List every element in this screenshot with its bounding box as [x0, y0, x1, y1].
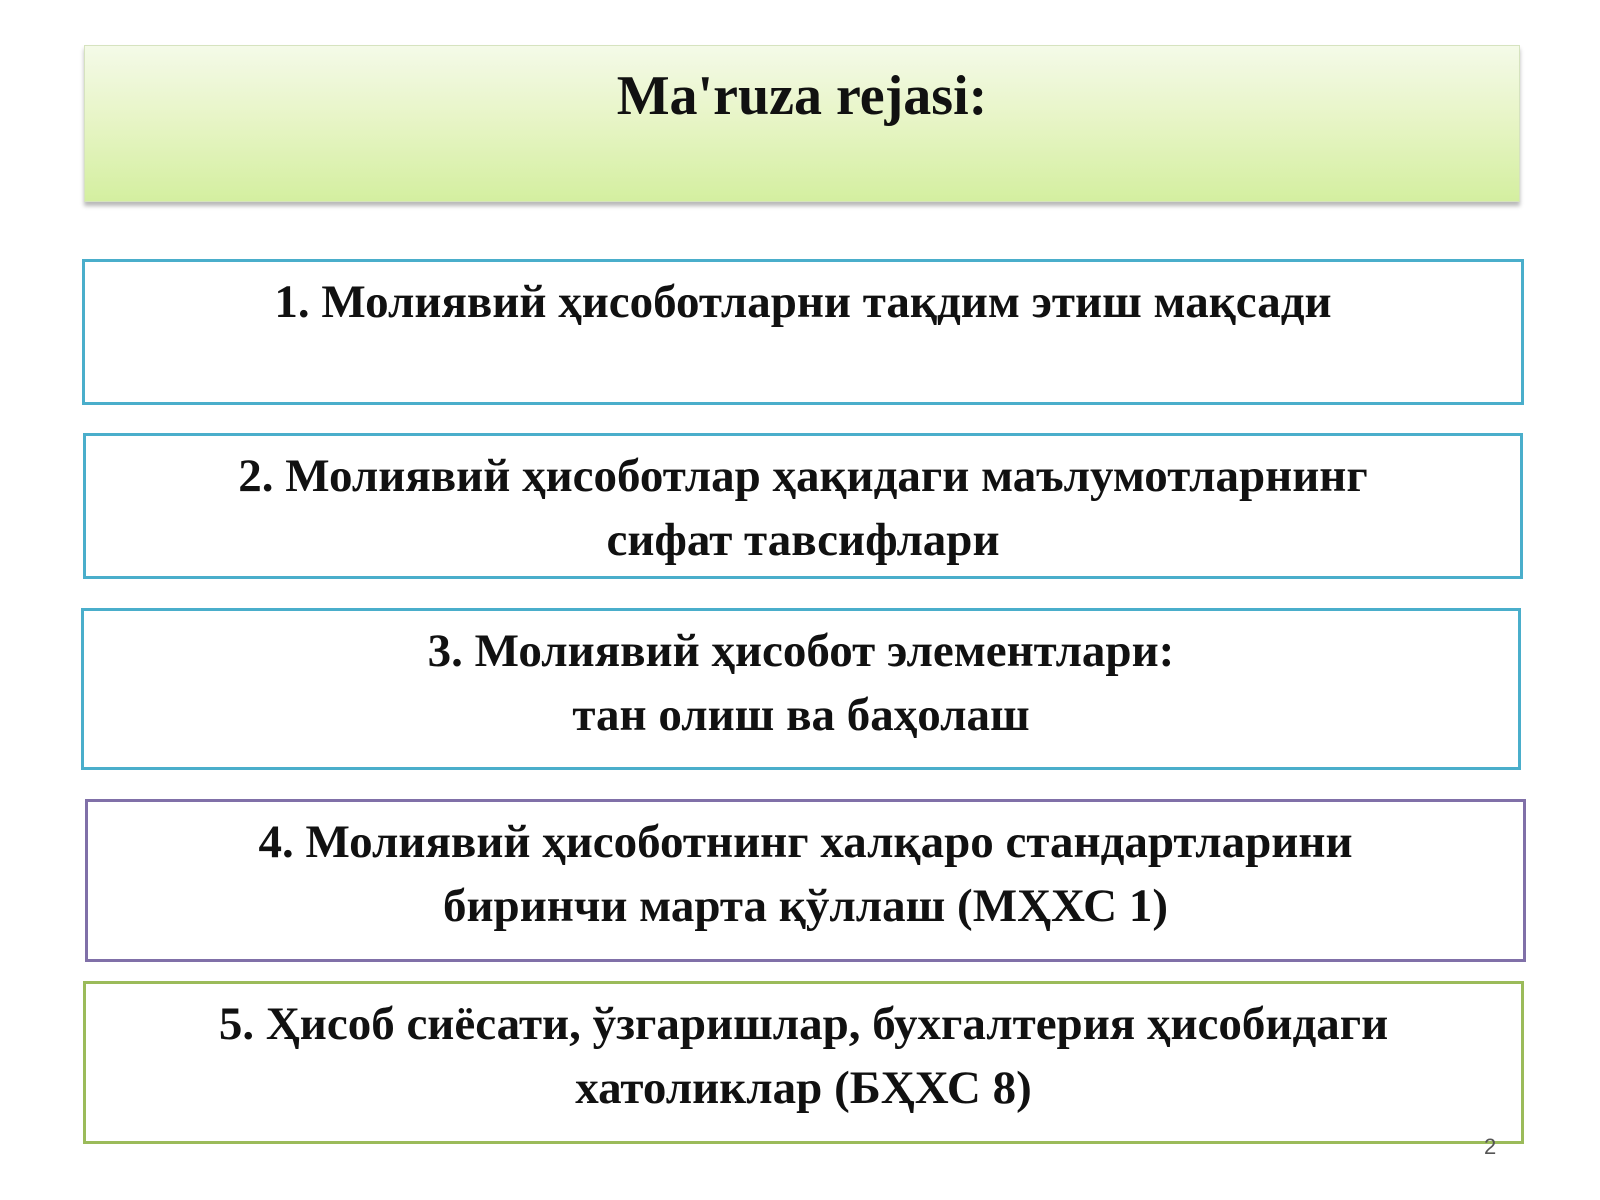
plan-item-1-text: 1. Молиявий ҳисоботларни тақдим этиш мақсади	[274, 276, 1332, 328]
plan-item-2-text: 2. Молиявий ҳисоботлар ҳақидаги маълумотларнинг сифат тавсифлари	[238, 450, 1368, 566]
plan-item-5	[83, 981, 1524, 1144]
plan-item-3	[81, 608, 1521, 770]
plan-item-2	[83, 433, 1523, 579]
slide-title: Ma'ruza rejasi:	[616, 65, 988, 127]
plan-item-5-text: 5. Ҳисоб сиёсати, ўзгаришлар, бухгалтерия ҳисобидаги хатоликлар (БҲХС 8)	[218, 998, 1389, 1114]
title-box	[84, 45, 1520, 202]
page-number: 2	[1484, 1134, 1497, 1159]
plan-item-4-text: 4. Молиявий ҳисоботнинг халқаро стандартларини биринчи марта қўллаш (МҲХС 1)	[258, 816, 1353, 932]
plan-item-3-text: 3. Молиявий ҳисобот элементлари: тан олиш ва баҳолаш	[427, 625, 1175, 741]
plan-item-4	[85, 799, 1526, 962]
plan-item-1	[82, 259, 1524, 405]
